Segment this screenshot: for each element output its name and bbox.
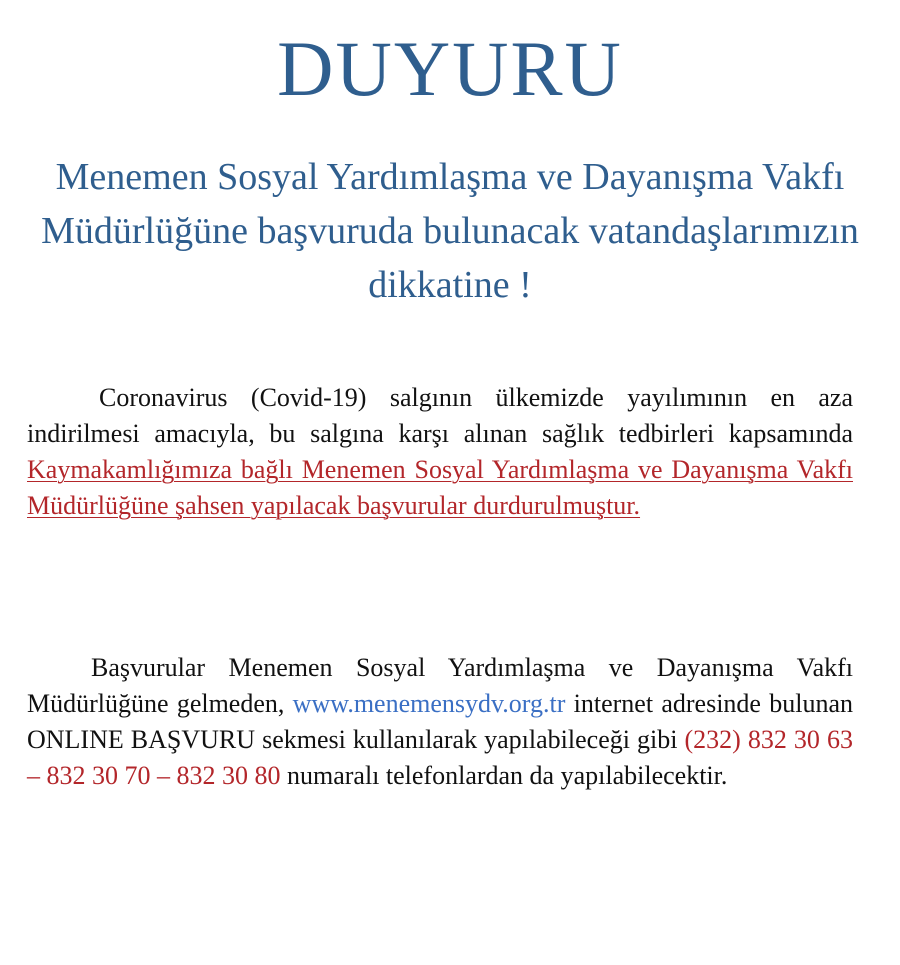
website-link[interactable]: www.menemensydv.org.tr <box>292 689 566 718</box>
paragraph-suspension-notice <box>27 380 853 524</box>
paragraph2-text-before-link: Başvurular Menemen Sosyal Yardımlaşma ve Dayanışma Vakfı Müdürlüğüne gelmeden, <box>27 653 853 718</box>
page-title: DUYURU <box>277 25 623 112</box>
paragraph-application-info <box>27 650 853 794</box>
paragraph1-text: Coronavirus (Covid-19) salgının ülkemizde yayılımının en aza indirilmesi amacıyla, bu salgına karşı alınan sağlık tedbirleri kapsamında <box>27 383 853 448</box>
phone-numbers: (232) 832 30 63 – 832 30 70 – 832 30 80 <box>27 725 853 790</box>
subtitle: Menemen Sosyal Yardımlaşma ve Dayanışma Vakfı Müdürlüğüne başvuruda bulunacak vatandaşlarımızın dikkatine ! <box>41 156 859 306</box>
paragraph2-text-end: numaralı telefonlardan da yapılabilecektir. <box>280 761 728 790</box>
suspension-highlight: Kaymakamlığımıza bağlı Menemen Sosyal Yardımlaşma ve Dayanışma Vakfı Müdürlüğüne şahsen yapılacak başvurular durdurulmuştur. <box>27 455 853 520</box>
paragraph2-text-after-link: internet adresinde bulunan ONLINE BAŞVURU sekmesi kullanılarak yapılabileceği gibi <box>27 689 854 754</box>
